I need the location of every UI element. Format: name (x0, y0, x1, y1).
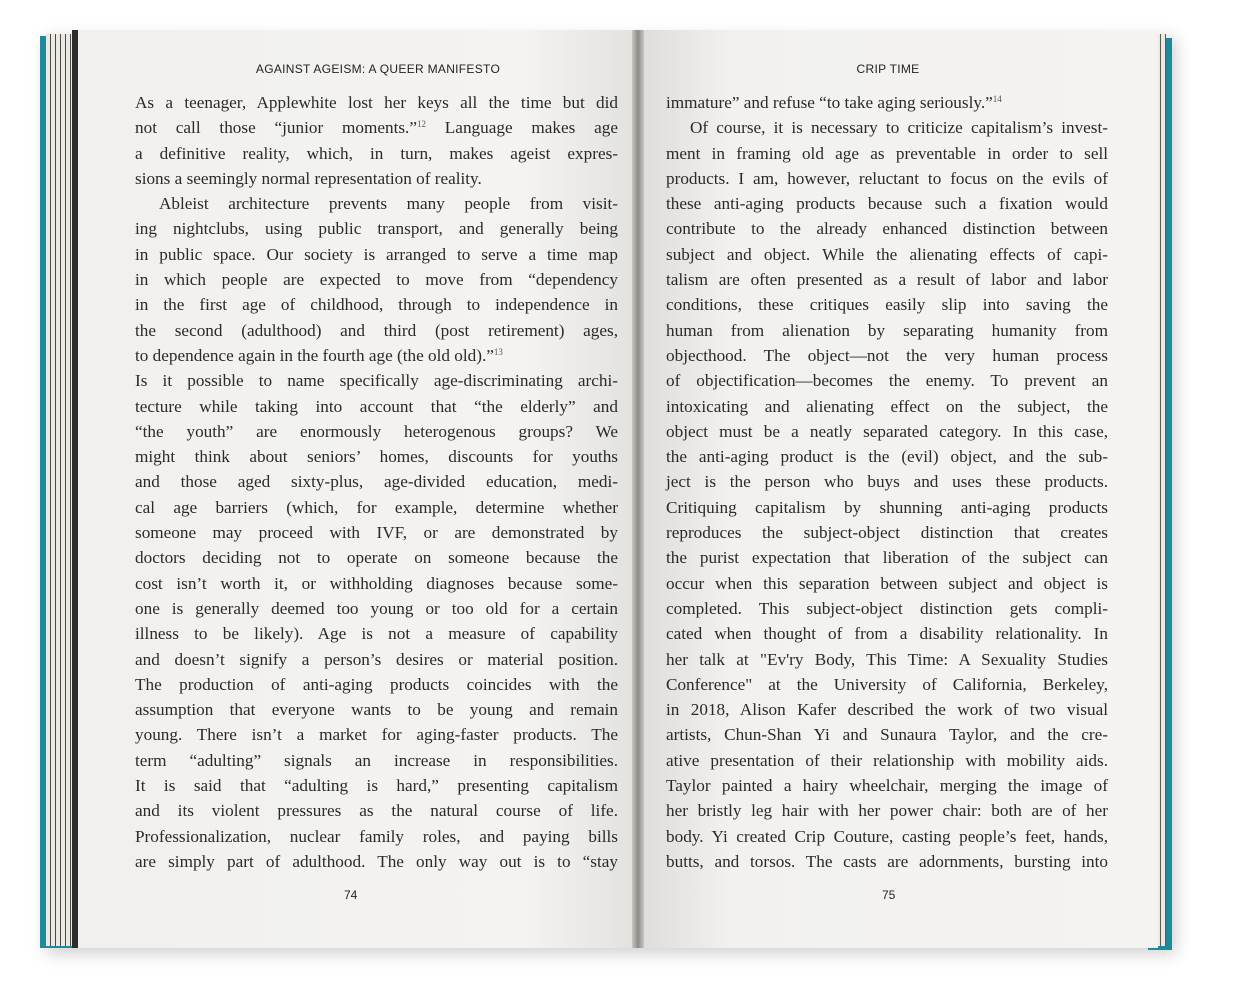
text-line (135, 419, 618, 444)
text-line (135, 545, 618, 570)
text-segment: Is it possible to name specifically age-discriminating archi- (135, 371, 618, 391)
right-page (638, 30, 1158, 948)
text-segment: The production of anti-aging products coincides with the (135, 674, 618, 694)
text-segment: human from alienation by separating humanity from (666, 320, 1108, 340)
text-segment: a definitive reality, which, in turn, makes ageist expres- (135, 143, 618, 163)
text-segment: doctors deciding not to operate on someone because the (135, 548, 618, 568)
left-body-text (135, 90, 618, 874)
text-line (666, 318, 1108, 343)
text-line (666, 722, 1108, 747)
text-segment: ing nightclubs, using public transport, and generally being (135, 219, 618, 239)
text-segment: Professionalization, nuclear family roles, and paying bills (135, 826, 618, 846)
text-segment: not call those “junior moments.” (135, 118, 417, 138)
footnote-marker[interactable]: 12 (416, 119, 426, 130)
right-running-head: CRIP TIME (856, 62, 920, 76)
text-segment: in public space. Our society is arranged to serve a time map (135, 244, 618, 264)
text-line (666, 495, 1108, 520)
text-segment: her talk at "Ev'ry Body, This Time: A Sexuality Studies (666, 649, 1108, 669)
text-line (135, 571, 618, 596)
text-segment: immature” and refuse “to take aging seriously.” (666, 93, 993, 112)
text-line (666, 824, 1108, 849)
text-segment: ative presentation of their relationship with mobility aids. (666, 750, 1108, 770)
text-line (135, 849, 618, 874)
text-line (666, 647, 1108, 672)
right-page-number: 75 (882, 888, 896, 902)
text-segment: of objectification—becomes the enemy. To prevent an (666, 371, 1108, 391)
text-segment: Critiquing capitalism by shunning anti-aging products (666, 497, 1108, 517)
text-line (135, 115, 618, 140)
text-segment: to dependence again in the fourth age (the old old).” (135, 345, 494, 365)
text-segment: one is generally deemed too young or too old for a certain (135, 598, 618, 618)
text-line (666, 368, 1108, 393)
text-segment: someone may proceed with IVF, or are demonstrated by (135, 523, 618, 543)
text-line (135, 343, 618, 368)
text-segment: and its violent pressures as the natural course of life. (135, 801, 618, 821)
text-segment: cated when thought of from a disability relationality. In (666, 624, 1108, 644)
text-line (135, 191, 618, 216)
text-line (135, 520, 618, 545)
text-segment: term “adulting” signals an increase in responsibilities. (135, 750, 618, 770)
text-segment: the purist expectation that liberation of the subject can (666, 548, 1108, 568)
text-segment: Language makes age (425, 118, 618, 138)
text-line (666, 216, 1108, 241)
left-page (78, 30, 638, 948)
text-segment: cost isn’t worth it, or withholding diagnoses because some- (135, 573, 618, 593)
text-line (135, 242, 618, 267)
text-line (135, 368, 618, 393)
text-line (666, 343, 1108, 368)
text-line (135, 495, 618, 520)
text-line (135, 267, 618, 292)
text-segment: Of course, it is necessary to criticize capitalism’s invest- (690, 118, 1108, 138)
text-line (135, 722, 618, 747)
footnote-marker[interactable]: 14 (992, 94, 1002, 104)
text-line (666, 672, 1108, 697)
text-line (666, 596, 1108, 621)
text-line (135, 798, 618, 823)
text-segment: completed. This subject-object distinction gets compli- (666, 598, 1108, 618)
text-line (666, 849, 1108, 874)
text-segment: in which people are expected to move from “dependency (135, 270, 618, 290)
text-line (666, 394, 1108, 419)
text-line (666, 773, 1108, 798)
text-line (135, 318, 618, 343)
text-segment: the anti-aging product is the (evil) object, and the sub- (666, 447, 1108, 467)
text-segment: butts, and torsos. The casts are adornments, bursting into (666, 851, 1108, 871)
text-segment: are simply part of adulthood. The only way out is to “stay (135, 851, 618, 871)
text-segment: Conference" at the University of California, Berkeley, (666, 674, 1108, 694)
left-running-head: AGAINST AGEISM: A QUEER MANIFESTO (255, 62, 501, 76)
text-segment: “the youth” are enormously heterogenous groups? We (135, 421, 618, 441)
text-line (135, 824, 618, 849)
text-line (666, 571, 1108, 596)
text-line (135, 469, 618, 494)
text-segment: in the first age of childhood, through to independence in (135, 295, 618, 315)
text-segment: tecture while taking into account that “the elderly” and (135, 396, 618, 416)
text-segment: object must be a neatly separated category. In this case, (666, 421, 1108, 441)
text-segment: As a teenager, Applewhite lost her keys all the time but did (135, 93, 618, 112)
text-line (135, 697, 618, 722)
text-segment: the second (adulthood) and third (post retirement) ages, (135, 320, 618, 340)
text-line (135, 394, 618, 419)
text-segment: occur when this separation between subject and object is (666, 573, 1108, 593)
text-segment: Ableist architecture prevents many people from visit- (159, 194, 618, 214)
text-line (135, 90, 618, 115)
text-line (666, 267, 1108, 292)
text-segment: these anti-aging products because such a fixation would (666, 194, 1108, 214)
text-line (135, 748, 618, 773)
text-line (135, 672, 618, 697)
text-segment: in 2018, Alison Kafer described the work of two visual (666, 700, 1108, 720)
text-line (135, 216, 618, 241)
text-segment: young. There isn’t a market for aging-faster products. The (135, 725, 618, 745)
text-segment: It is said that “adulting is hard,” presenting capitalism (135, 776, 618, 796)
text-line (135, 166, 618, 191)
text-line (666, 191, 1108, 216)
text-line (666, 520, 1108, 545)
text-segment: body. Yi created Crip Couture, casting people’s feet, hands, (666, 826, 1108, 846)
text-line (666, 141, 1108, 166)
text-line (666, 469, 1108, 494)
text-line (666, 292, 1108, 317)
text-segment: conditions, these critiques easily slip into saving the (666, 295, 1108, 315)
text-line (666, 115, 1108, 140)
text-line (666, 545, 1108, 570)
text-segment: illness to be likely). Age is not a measure of capability (135, 624, 618, 644)
text-line (666, 444, 1108, 469)
footnote-marker[interactable]: 13 (493, 346, 503, 357)
text-segment: and doesn’t signify a person’s desires or material position. (135, 649, 618, 669)
text-segment: sions a seemingly normal representation of reality. (135, 168, 482, 188)
text-line (135, 292, 618, 317)
text-segment: subject and object. While the alienating effects of capi- (666, 244, 1108, 264)
right-body-text (666, 90, 1108, 874)
text-line (135, 444, 618, 469)
text-line (666, 242, 1108, 267)
text-segment: and those aged sixty-plus, age-divided education, medi- (135, 472, 618, 492)
text-line (135, 141, 618, 166)
text-line (666, 748, 1108, 773)
text-segment: ject is the person who buys and uses these products. (666, 472, 1108, 492)
text-segment: intoxicating and alienating effect on the subject, the (666, 396, 1108, 416)
text-line (666, 621, 1108, 646)
text-line (666, 419, 1108, 444)
text-segment: talism are often presented as a result of labor and labor (666, 270, 1108, 290)
text-line (666, 90, 1108, 115)
text-line (135, 773, 618, 798)
text-segment: her bristly leg hair with her power chair: both are of her (666, 801, 1108, 821)
text-segment: assumption that everyone wants to be young and remain (135, 700, 618, 720)
text-segment: reproduces the subject-object distinction that creates (666, 523, 1108, 543)
text-line (666, 166, 1108, 191)
text-segment: products. I am, however, reluctant to focus on the evils of (666, 168, 1108, 188)
text-line (666, 697, 1108, 722)
text-line (135, 621, 618, 646)
text-segment: Taylor painted a hairy wheelchair, merging the image of (666, 776, 1108, 796)
left-page-number: 74 (344, 888, 358, 902)
text-segment: contribute to the already enhanced distinction between (666, 219, 1108, 239)
text-segment: artists, Chun-Shan Yi and Sunaura Taylor, and the cre- (666, 725, 1108, 745)
book-gutter (632, 30, 644, 948)
text-segment: might think about seniors’ homes, discounts for youths (135, 447, 618, 467)
open-book (40, 30, 1172, 948)
text-segment: objecthood. The object—not the very human process (666, 345, 1108, 365)
text-line (135, 596, 618, 621)
text-line (666, 798, 1108, 823)
text-line (135, 647, 618, 672)
text-segment: ment in framing old age as preventable in order to sell (666, 143, 1108, 163)
text-segment: cal age barriers (which, for example, determine whether (135, 497, 618, 517)
